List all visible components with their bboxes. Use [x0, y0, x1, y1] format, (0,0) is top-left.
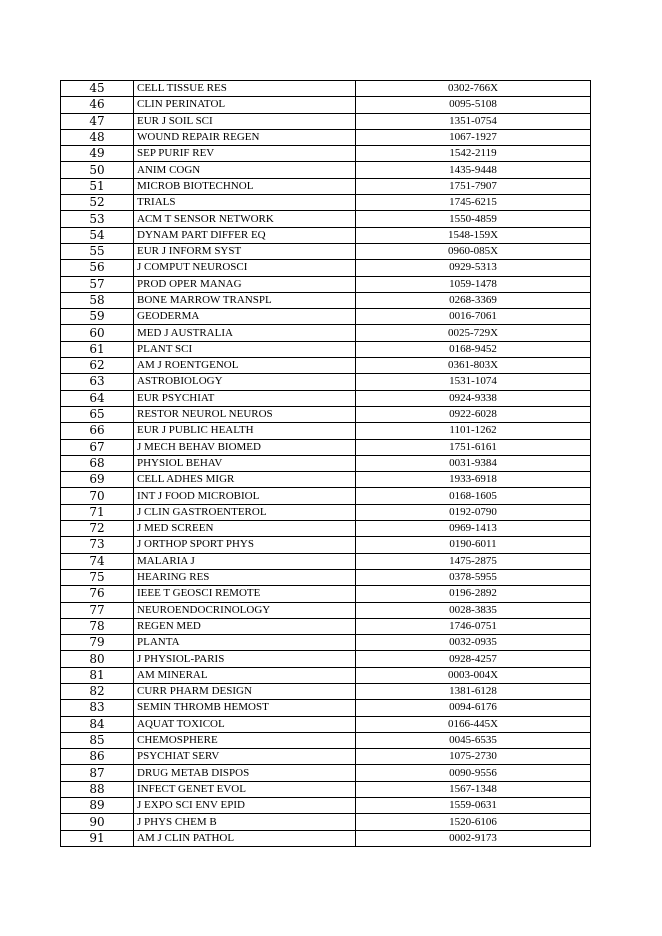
row-number-cell: 67 [61, 439, 134, 455]
table-row [61, 814, 591, 830]
journal-name-cell: PSYCHIAT SERV [134, 749, 356, 765]
journal-name-cell: CELL ADHES MIGR [134, 472, 356, 488]
row-number-cell: 57 [61, 276, 134, 292]
issn-cell: 0969-1413 [356, 521, 591, 537]
table-row [61, 830, 591, 846]
table-row [61, 553, 591, 569]
table-row [61, 260, 591, 276]
issn-cell: 1745-6215 [356, 195, 591, 211]
journal-name-cell: TRIALS [134, 195, 356, 211]
row-number-cell: 80 [61, 651, 134, 667]
journal-name-cell: EUR J PUBLIC HEALTH [134, 423, 356, 439]
row-number-cell: 78 [61, 618, 134, 634]
table-row [61, 439, 591, 455]
row-number-cell: 87 [61, 765, 134, 781]
issn-cell: 1435-9448 [356, 162, 591, 178]
issn-cell: 0196-2892 [356, 586, 591, 602]
table-row [61, 227, 591, 243]
row-number-cell: 86 [61, 749, 134, 765]
row-number-cell: 68 [61, 455, 134, 471]
journal-name-cell: AQUAT TOXICOL [134, 716, 356, 732]
journal-name-cell: AM J ROENTGENOL [134, 358, 356, 374]
row-number-cell: 46 [61, 97, 134, 113]
journal-name-cell: AM J CLIN PATHOL [134, 830, 356, 846]
journal-name-cell: AM MINERAL [134, 667, 356, 683]
table-row [61, 406, 591, 422]
journal-name-cell: J PHYS CHEM B [134, 814, 356, 830]
issn-cell: 0929-5313 [356, 260, 591, 276]
table-row [61, 211, 591, 227]
issn-cell: 0025-729X [356, 325, 591, 341]
journal-name-cell: J MECH BEHAV BIOMED [134, 439, 356, 455]
table-row [61, 618, 591, 634]
row-number-cell: 72 [61, 521, 134, 537]
row-number-cell: 62 [61, 358, 134, 374]
issn-cell: 1548-159X [356, 227, 591, 243]
row-number-cell: 74 [61, 553, 134, 569]
table-row [61, 146, 591, 162]
issn-cell: 1746-0751 [356, 618, 591, 634]
journal-name-cell: MALARIA J [134, 553, 356, 569]
table-row [61, 374, 591, 390]
table-row [61, 81, 591, 97]
table-row [61, 504, 591, 520]
row-number-cell: 49 [61, 146, 134, 162]
table-row [61, 178, 591, 194]
issn-cell: 0090-9556 [356, 765, 591, 781]
issn-cell: 1751-7907 [356, 178, 591, 194]
journal-name-cell: CLIN PERINATOL [134, 97, 356, 113]
table-row [61, 488, 591, 504]
table-row [61, 292, 591, 308]
table-row [61, 97, 591, 113]
journal-name-cell: BONE MARROW TRANSPL [134, 292, 356, 308]
table-row [61, 341, 591, 357]
issn-cell: 0922-6028 [356, 406, 591, 422]
issn-cell: 1059-1478 [356, 276, 591, 292]
row-number-cell: 85 [61, 732, 134, 748]
table-row [61, 195, 591, 211]
row-number-cell: 73 [61, 537, 134, 553]
journal-name-cell: SEP PURIF REV [134, 146, 356, 162]
row-number-cell: 89 [61, 798, 134, 814]
row-number-cell: 70 [61, 488, 134, 504]
journal-table-body [61, 81, 591, 847]
table-row [61, 749, 591, 765]
journal-name-cell: CURR PHARM DESIGN [134, 683, 356, 699]
issn-cell: 1550-4859 [356, 211, 591, 227]
issn-cell: 0003-004X [356, 667, 591, 683]
row-number-cell: 60 [61, 325, 134, 341]
issn-cell: 1067-1927 [356, 129, 591, 145]
issn-cell: 1559-0631 [356, 798, 591, 814]
row-number-cell: 52 [61, 195, 134, 211]
table-row [61, 586, 591, 602]
journal-name-cell: PLANT SCI [134, 341, 356, 357]
table-row [61, 732, 591, 748]
journal-table [60, 80, 591, 847]
issn-cell: 0924-9338 [356, 390, 591, 406]
journal-name-cell: INT J FOOD MICROBIOL [134, 488, 356, 504]
table-row [61, 781, 591, 797]
table-row [61, 390, 591, 406]
issn-cell: 1531-1074 [356, 374, 591, 390]
issn-cell: 1351-0754 [356, 113, 591, 129]
issn-cell: 0302-766X [356, 81, 591, 97]
issn-cell: 0166-445X [356, 716, 591, 732]
journal-name-cell: PLANTA [134, 635, 356, 651]
issn-cell: 0168-1605 [356, 488, 591, 504]
issn-cell: 0002-9173 [356, 830, 591, 846]
journal-name-cell: SEMIN THROMB HEMOST [134, 700, 356, 716]
row-number-cell: 50 [61, 162, 134, 178]
journal-name-cell: J COMPUT NEUROSCI [134, 260, 356, 276]
table-row [61, 798, 591, 814]
row-number-cell: 91 [61, 830, 134, 846]
issn-cell: 0192-0790 [356, 504, 591, 520]
row-number-cell: 76 [61, 586, 134, 602]
issn-cell: 0031-9384 [356, 455, 591, 471]
table-row [61, 423, 591, 439]
issn-cell: 0190-6011 [356, 537, 591, 553]
table-row [61, 683, 591, 699]
row-number-cell: 65 [61, 406, 134, 422]
journal-name-cell: J ORTHOP SPORT PHYS [134, 537, 356, 553]
journal-name-cell: CELL TISSUE RES [134, 81, 356, 97]
issn-cell: 0928-4257 [356, 651, 591, 667]
issn-cell: 0045-6535 [356, 732, 591, 748]
row-number-cell: 71 [61, 504, 134, 520]
issn-cell: 1381-6128 [356, 683, 591, 699]
table-row [61, 455, 591, 471]
journal-name-cell: INFECT GENET EVOL [134, 781, 356, 797]
table-row [61, 667, 591, 683]
row-number-cell: 79 [61, 635, 134, 651]
journal-name-cell: DRUG METAB DISPOS [134, 765, 356, 781]
row-number-cell: 84 [61, 716, 134, 732]
issn-cell: 1101-1262 [356, 423, 591, 439]
journal-name-cell: J EXPO SCI ENV EPID [134, 798, 356, 814]
table-row [61, 537, 591, 553]
journal-name-cell: EUR PSYCHIAT [134, 390, 356, 406]
row-number-cell: 69 [61, 472, 134, 488]
row-number-cell: 64 [61, 390, 134, 406]
row-number-cell: 90 [61, 814, 134, 830]
issn-cell: 1567-1348 [356, 781, 591, 797]
journal-name-cell: WOUND REPAIR REGEN [134, 129, 356, 145]
row-number-cell: 59 [61, 309, 134, 325]
journal-name-cell: HEARING RES [134, 569, 356, 585]
issn-cell: 0960-085X [356, 243, 591, 259]
issn-cell: 1751-6161 [356, 439, 591, 455]
journal-name-cell: DYNAM PART DIFFER EQ [134, 227, 356, 243]
journal-name-cell: REGEN MED [134, 618, 356, 634]
journal-name-cell: J CLIN GASTROENTEROL [134, 504, 356, 520]
row-number-cell: 63 [61, 374, 134, 390]
table-row [61, 700, 591, 716]
issn-cell: 1075-2730 [356, 749, 591, 765]
issn-cell: 0016-7061 [356, 309, 591, 325]
table-row [61, 325, 591, 341]
table-row [61, 309, 591, 325]
issn-cell: 0378-5955 [356, 569, 591, 585]
issn-cell: 1933-6918 [356, 472, 591, 488]
table-row [61, 716, 591, 732]
row-number-cell: 82 [61, 683, 134, 699]
issn-cell: 0268-3369 [356, 292, 591, 308]
table-row [61, 651, 591, 667]
table-row [61, 569, 591, 585]
issn-cell: 0168-9452 [356, 341, 591, 357]
journal-name-cell: IEEE T GEOSCI REMOTE [134, 586, 356, 602]
table-row [61, 162, 591, 178]
journal-name-cell: EUR J INFORM SYST [134, 243, 356, 259]
row-number-cell: 53 [61, 211, 134, 227]
row-number-cell: 58 [61, 292, 134, 308]
row-number-cell: 45 [61, 81, 134, 97]
issn-cell: 1475-2875 [356, 553, 591, 569]
journal-name-cell: J MED SCREEN [134, 521, 356, 537]
row-number-cell: 54 [61, 227, 134, 243]
journal-name-cell: PHYSIOL BEHAV [134, 455, 356, 471]
issn-cell: 0028-3835 [356, 602, 591, 618]
row-number-cell: 88 [61, 781, 134, 797]
table-row [61, 358, 591, 374]
issn-cell: 0361-803X [356, 358, 591, 374]
table-row [61, 129, 591, 145]
table-row [61, 113, 591, 129]
row-number-cell: 81 [61, 667, 134, 683]
row-number-cell: 83 [61, 700, 134, 716]
table-row [61, 521, 591, 537]
table-row [61, 276, 591, 292]
journal-name-cell: NEUROENDOCRINOLOGY [134, 602, 356, 618]
row-number-cell: 75 [61, 569, 134, 585]
issn-cell: 1542-2119 [356, 146, 591, 162]
row-number-cell: 55 [61, 243, 134, 259]
row-number-cell: 56 [61, 260, 134, 276]
row-number-cell: 48 [61, 129, 134, 145]
row-number-cell: 66 [61, 423, 134, 439]
row-number-cell: 51 [61, 178, 134, 194]
journal-name-cell: ANIM COGN [134, 162, 356, 178]
journal-name-cell: ACM T SENSOR NETWORK [134, 211, 356, 227]
row-number-cell: 61 [61, 341, 134, 357]
journal-name-cell: RESTOR NEUROL NEUROS [134, 406, 356, 422]
journal-name-cell: GEODERMA [134, 309, 356, 325]
issn-cell: 1520-6106 [356, 814, 591, 830]
issn-cell: 0032-0935 [356, 635, 591, 651]
journal-name-cell: PROD OPER MANAG [134, 276, 356, 292]
table-row [61, 765, 591, 781]
journal-name-cell: J PHYSIOL-PARIS [134, 651, 356, 667]
table-row [61, 243, 591, 259]
journal-name-cell: MICROB BIOTECHNOL [134, 178, 356, 194]
row-number-cell: 47 [61, 113, 134, 129]
table-row [61, 602, 591, 618]
journal-name-cell: EUR J SOIL SCI [134, 113, 356, 129]
table-row [61, 472, 591, 488]
row-number-cell: 77 [61, 602, 134, 618]
issn-cell: 0094-6176 [356, 700, 591, 716]
table-row [61, 635, 591, 651]
journal-name-cell: MED J AUSTRALIA [134, 325, 356, 341]
journal-name-cell: ASTROBIOLOGY [134, 374, 356, 390]
journal-name-cell: CHEMOSPHERE [134, 732, 356, 748]
issn-cell: 0095-5108 [356, 97, 591, 113]
